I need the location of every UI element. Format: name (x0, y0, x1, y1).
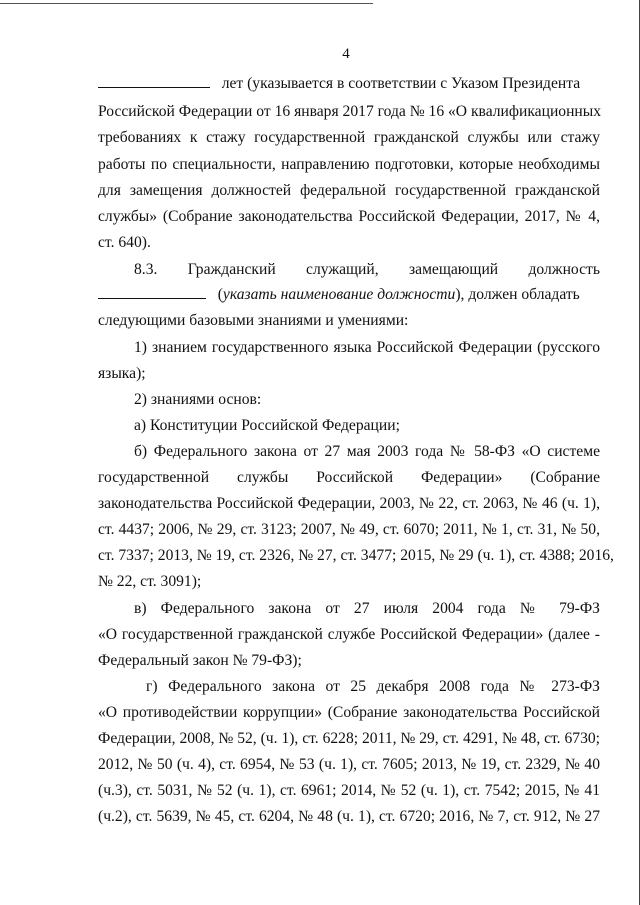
text-line: законодательства Российской Федерации, 2003, № 22, ст. 2063, № 46 (ч. 1), (98, 495, 600, 512)
text-line: ст. 640). (98, 234, 151, 251)
text-line: Федерации, 2008, № 52, (ч. 1), ст. 6228; 2011, № 29, ст. 4291, № 48, ст. 6730; (98, 730, 600, 747)
text-line: требованиях к стажу государственной гражданской службы или стажу (98, 129, 600, 146)
text-line: службы» (Собрание законодательства Российской Федерации, 2017, № 4, (98, 208, 600, 225)
text-line: «О государственной гражданской службе Российской Федерации» (далее - (98, 626, 600, 643)
text-line: 2) знаниями основ: (134, 391, 262, 408)
text-line: работы по специальности, направлению подготовки, которые необходимы (98, 156, 600, 173)
text-line: лет (указывается в соответствии с Указом Президента (98, 74, 600, 94)
text-line: 2012, № 50 (ч. 4), ст. 6954, № 53 (ч. 1), ст. 7605; 2013, № 19, ст. 2329, № 40 (98, 756, 600, 773)
text-line: Федеральный закон № 79-ФЗ); (98, 652, 302, 669)
text-line: ст. 7337; 2013, № 19, ст. 2326, № 27, ст. 3477; 2015, № 29 (ч. 1), ст. 4388; 2016, (98, 547, 614, 564)
text-line: (указать наименование должности), должен обладать (98, 285, 600, 305)
page-number: 4 (342, 46, 350, 62)
text-line: г) Федерального закона от 25 декабря 2008 года № 273-ФЗ (146, 678, 600, 695)
text-line: в) Федерального закона от 27 июля 2004 года № 79-ФЗ (134, 600, 600, 617)
text-line: языка); (98, 365, 146, 382)
text-line: 1) знанием государственного языка Российской Федерации (русского (134, 339, 600, 356)
text-line: (ч.3), ст. 5031, № 52 (ч. 1), ст. 6961; 2014, № 52 (ч. 1), ст. 7542; 2015, № 41 (98, 782, 600, 799)
top-rule (0, 3, 373, 4)
text-line: № 22, ст. 3091); (98, 573, 202, 590)
text-line: 8.3. Гражданский служащий, замещающий должность (134, 261, 600, 278)
fill-in-blank (98, 286, 206, 299)
fill-in-blank (98, 75, 210, 88)
text-line: а) Конституции Российской Федерации; (134, 417, 400, 434)
text-line: следующими базовыми знаниями и умениями: (98, 312, 409, 329)
text-line: (ч.2), ст. 5639, № 45, ст. 6204, № 48 (ч. 1), ст. 6720; 2016, № 7, ст. 912, № 27 (98, 808, 600, 825)
text-line: для замещения должностей федеральной государственной гражданской (98, 182, 600, 199)
text-line: б) Федерального закона от 27 мая 2003 года № 58-ФЗ «О системе (134, 443, 600, 460)
text-line: «О противодействии коррупции» (Собрание законодательства Российской (98, 704, 600, 721)
text-line: ст. 4437; 2006, № 29, ст. 3123; 2007, № 49, ст. 6070; 2011, № 1, ст. 31, № 50, (98, 521, 600, 538)
text-line: Российской Федерации от 16 января 2017 года № 16 «О квалификационных (98, 103, 602, 120)
text-line: государственной службы Российской Федерации» (Собрание (98, 469, 600, 486)
